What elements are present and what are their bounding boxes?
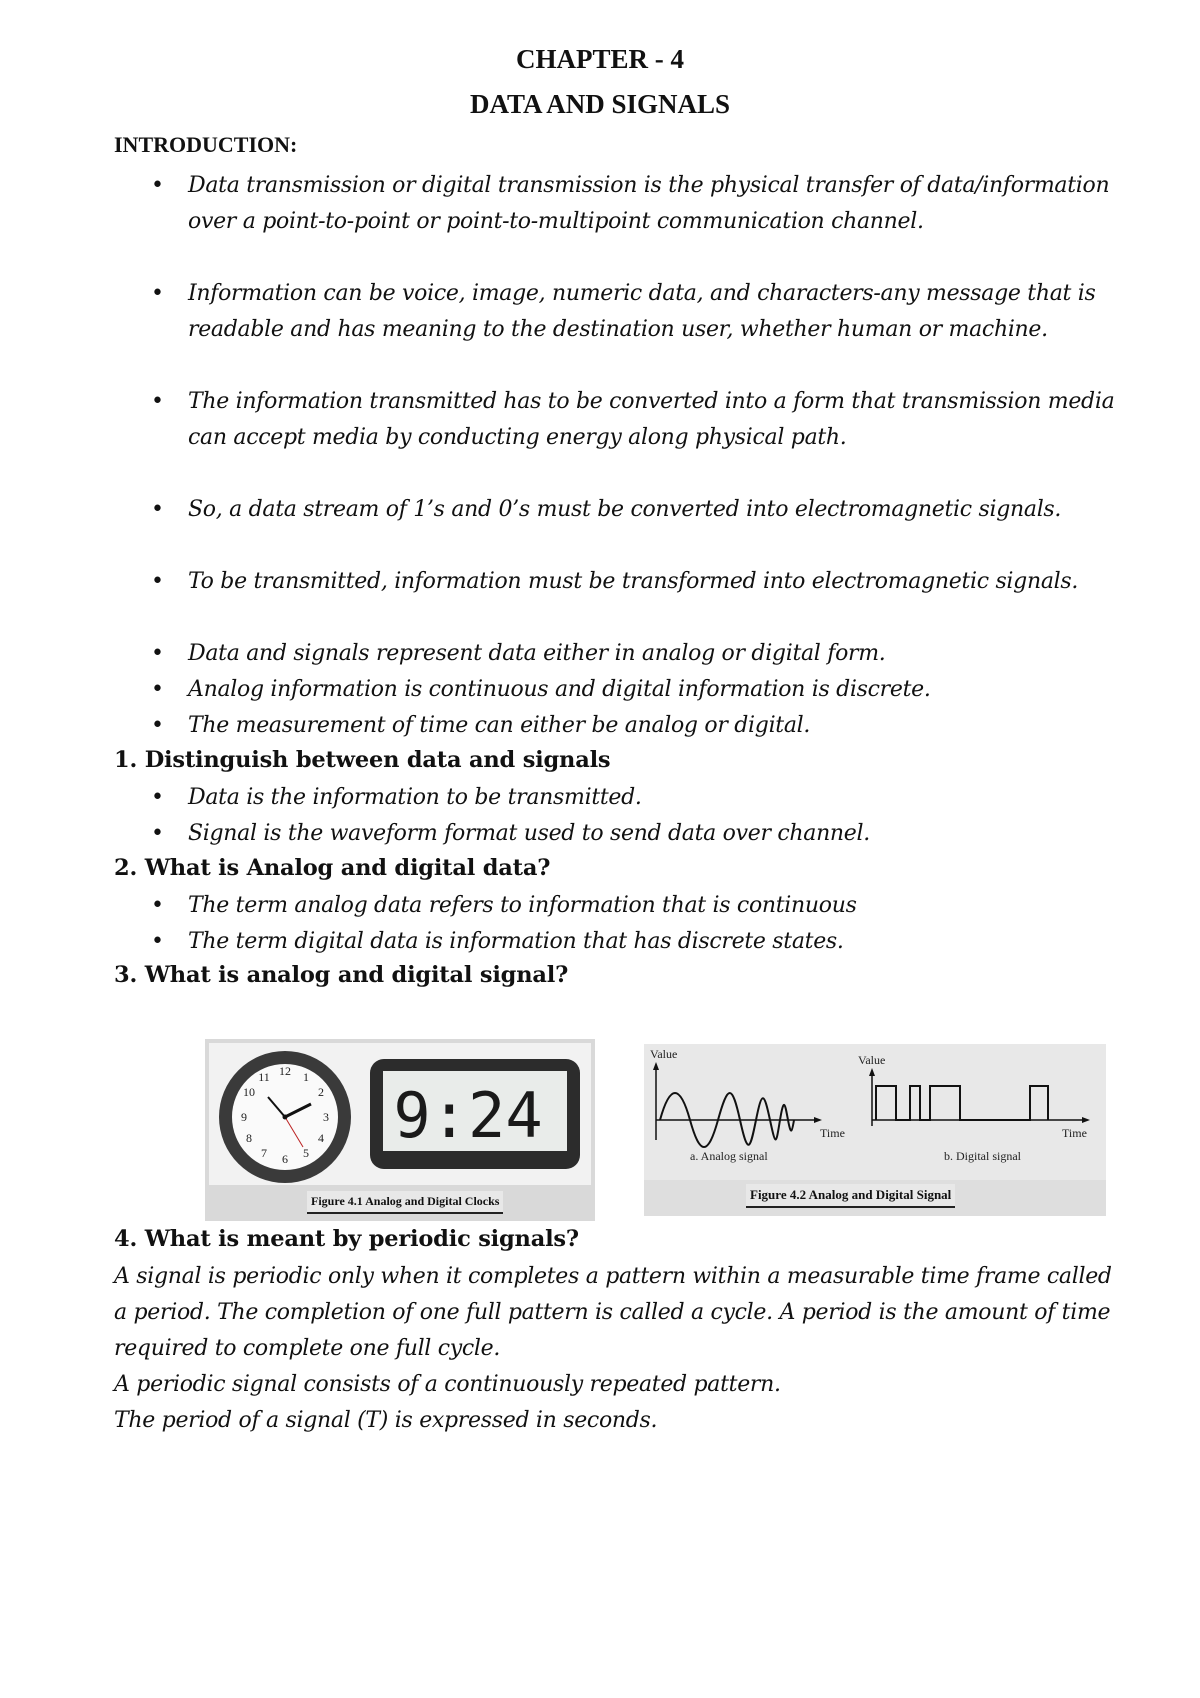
q2-bullet: • The term digital data is information that has discrete states. [188,924,1128,960]
digital-clock-time: 9:24 [393,1079,543,1152]
figure-clocks [205,1039,595,1221]
q1-bullet: • Signal is the waveform format used to send data over channel. [188,816,1128,852]
clock-numeral: 5 [303,1146,309,1160]
clock-numeral: 2 [318,1085,324,1099]
q1-bullet: • Data is the information to be transmitted. [188,780,1128,816]
intro-bullet: • The information transmitted has to be converted into a form that transmission media can accept media by conducting energy along physical path. [188,384,1128,456]
digital-value-label: Value [858,1053,886,1067]
figure-1-caption: Figure 4.1 Analog and Digital Clocks [307,1191,503,1214]
question-3-heading: 3. What is analog and digital signal? [114,962,569,988]
clock-numeral: 10 [243,1085,255,1099]
q4-paragraph: The period of a signal (T) is expressed in seconds. [114,1408,658,1433]
analog-value-label: Value [650,1047,678,1061]
q4-paragraph: A signal is periodic only when it completes a pattern within a measurable time frame called a period. The completion of one full pattern is called a cycle. A period is the amount of time required to complete one full cycle. [114,1264,1112,1361]
q4-paragraph: A periodic signal consists of a continuously repeated pattern. [114,1372,781,1397]
intro-bullet: • Data transmission or digital transmission is the physical transfer of data/information over a point-to-point or point-to-multipoint communication channel. [188,168,1128,240]
chapter-number: CHAPTER - 4 [516,44,684,74]
analog-time-label: Time [820,1126,845,1140]
question-1-heading: 1. Distinguish between data and signals [114,747,611,773]
intro-bullet: • So, a data stream of 1’s and 0’s must be converted into electromagnetic signals. [188,492,1128,528]
clock-numeral: 12 [279,1064,291,1078]
clock-numeral: 11 [258,1070,270,1084]
intro-heading: INTRODUCTION: [114,132,298,157]
digital-time-label: Time [1062,1126,1087,1140]
intro-bullet: • Information can be voice, image, numeric data, and characters-any message that is readable and has meaning to the destination user, whether human or machine. [188,276,1128,348]
clock-numeral: 8 [246,1131,252,1145]
figure-signals [644,1044,1106,1216]
clock-numeral: 4 [318,1131,324,1145]
clock-numeral: 6 [282,1152,288,1166]
intro-bullet: • The measurement of time can either be analog or digital. [188,708,1128,744]
chapter-title: DATA AND SIGNALS [469,89,731,119]
intro-bullet: • Analog information is continuous and digital information is discrete. [188,672,1128,708]
question-2-heading: 2. What is Analog and digital data? [114,855,551,881]
analog-subcaption: a. Analog signal [690,1149,768,1163]
intro-bullet: • To be transmitted, information must be transformed into electromagnetic signals. [188,564,1128,600]
question-4-heading: 4. What is meant by periodic signals? [114,1226,579,1252]
figure-2-caption: Figure 4.2 Analog and Digital Signal [746,1184,955,1208]
q2-bullet: • The term analog data refers to information that is continuous [188,888,1128,924]
clock-numeral: 3 [323,1110,329,1124]
clock-numeral: 9 [241,1110,247,1124]
digital-subcaption: b. Digital signal [944,1149,1021,1163]
clock-numeral: 1 [303,1070,309,1084]
clock-numeral: 7 [261,1146,267,1160]
intro-bullet: • Data and signals represent data either in analog or digital form. [188,636,1128,672]
